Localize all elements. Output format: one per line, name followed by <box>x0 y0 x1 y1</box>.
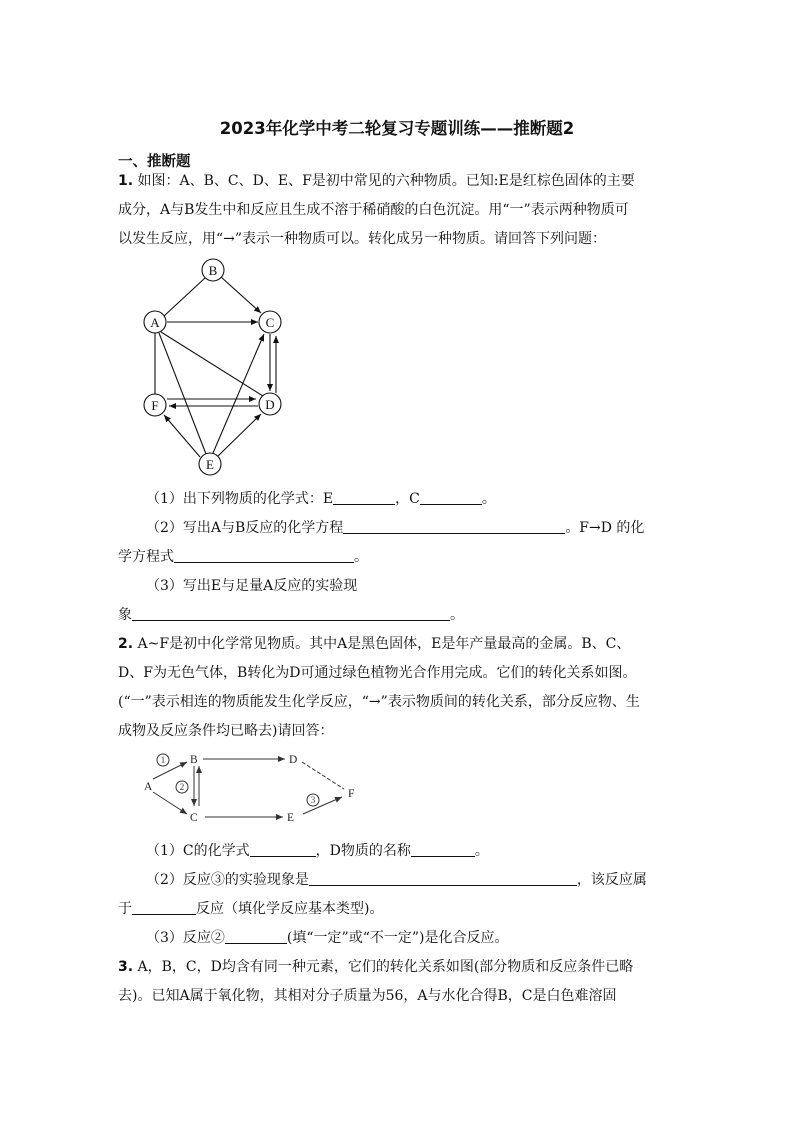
q2-sub2-text-a: （2）反应③的实验现象是 <box>146 872 309 888</box>
q2-node-b: B <box>190 754 198 766</box>
q2-diagram <box>140 748 370 830</box>
q2-sub1 <box>146 841 489 861</box>
q1-edge-a-b <box>164 278 205 316</box>
q2-blank-reaction-type[interactable] <box>132 900 196 915</box>
q1-sub2-text-a: （2）写出A与B反应的化学方程 <box>146 520 344 536</box>
q2-sub1-text-c: 。 <box>474 843 489 859</box>
q1-edge-a-d <box>161 332 263 396</box>
q1-text-2: 成分，A与B发生中和反应且生成不溶于稀硝酸的白色沉淀。用“一”表示两种物质可 <box>118 202 629 218</box>
q1-sub1-text-c: 。 <box>481 491 496 507</box>
q2-node-c: C <box>190 812 198 824</box>
document-title: 2023年化学中考二轮复习专题训练——推断题2 <box>219 119 575 138</box>
q2-arrow-e-f <box>303 797 342 814</box>
q1-node-e: E <box>206 457 214 472</box>
q2-arrow-a-c <box>153 792 187 814</box>
q1-sub1 <box>146 489 496 509</box>
q1-sub1-text-a: （1）出下列物质的化学式：E <box>146 491 334 507</box>
q2-sub2-text-d: 反应（填化学反应基本类型)。 <box>196 901 384 917</box>
q1-node-c: C <box>265 315 275 330</box>
q2-sub1-text-a: （1）C的化学式 <box>146 843 250 859</box>
q1-sub3-text-b: 象 <box>118 607 132 623</box>
q2-node-a: A <box>144 781 153 793</box>
q1-text-3: 以发生反应，用“→”表示一种物质可以。转化成另一种物质。请回答下列问题： <box>118 231 607 247</box>
q2-number: 2. <box>118 636 134 652</box>
q1-sub3-cont <box>118 605 464 625</box>
q3-text-1: A，B，C，D均含有同一种元素，它们的转化关系如图(部分物质和反应条件已略 <box>137 959 634 975</box>
q2-edge-d-f <box>302 762 344 789</box>
q2-arrow-a-b <box>153 762 187 779</box>
q1-blank-phenomenon[interactable] <box>132 606 450 621</box>
q1-sub2-text-d: 。 <box>354 549 368 565</box>
q1-blank-e[interactable] <box>333 490 395 505</box>
q2-node-d: D <box>289 754 298 766</box>
q2-blank-d-name[interactable] <box>411 842 475 857</box>
q2-sub1-text-b: ，D物质的名称 <box>315 843 411 859</box>
q1-node-f: F <box>151 398 159 413</box>
q1-node-d: D <box>265 397 275 412</box>
q2-node-e: E <box>287 812 295 824</box>
q2-blank-phenomenon[interactable] <box>309 871 577 886</box>
q1-sub2-cont <box>118 547 368 567</box>
q2-mark-1: 1 <box>160 755 166 765</box>
q2-sub3 <box>146 928 508 948</box>
q1-sub3-text-c: 。 <box>450 607 464 623</box>
q1-blank-equation[interactable] <box>343 519 565 534</box>
q2-sub2-text-c: 于 <box>118 901 132 917</box>
q2-text-3: (“一”表示相连的物质能发生化学反应，“→”表示物质间的转化关系，部分反应物、生 <box>118 694 640 710</box>
q1-text-1: 如图：A、B、C、D、E、F是初中常见的六种物质。已知:E是红棕色固体的主要 <box>137 173 635 189</box>
q2-sub2-text-b: ，该反应属 <box>576 872 647 888</box>
q2-line-1 <box>118 634 630 654</box>
q3-text-2: 去)。已知A属于氧化物，其相对分子质量为56，A与水化合得B，C是白色难溶固 <box>118 988 617 1004</box>
q3-line-1 <box>118 957 633 977</box>
q2-sub2-cont <box>118 899 383 919</box>
q1-diagram <box>130 255 300 480</box>
q1-line-1 <box>118 171 635 191</box>
q2-blank-certainty[interactable] <box>225 929 287 944</box>
q1-arrow-e-d <box>217 414 261 457</box>
section-heading: 一、推断题 <box>118 154 191 170</box>
q2-node-f: F <box>348 788 355 800</box>
q2-sub2 <box>146 870 647 890</box>
q2-text-1: A~F是初中化学常见物质。其中A是黑色固体，E是年产量最高的金属。B、C、 <box>137 636 631 652</box>
q1-arrow-b-c <box>221 277 261 313</box>
q1-arrow-e-c <box>213 334 264 453</box>
q2-sub3-text-b: (填“一定”或“不一定”)是化合反应。 <box>286 930 509 946</box>
q2-mark-3: 3 <box>310 795 316 805</box>
q2-sub3-text-a: （3）反应② <box>146 930 225 946</box>
q2-mark-2: 2 <box>179 782 185 792</box>
q1-arrow-e-f <box>164 415 200 457</box>
q1-sub1-text-b: ，C <box>395 491 420 507</box>
q1-blank-fd-equation[interactable] <box>174 548 354 563</box>
q1-sub2 <box>146 518 644 538</box>
q1-blank-c[interactable] <box>420 490 482 505</box>
q3-number: 3. <box>118 959 134 975</box>
q1-sub2-text-c: 学方程式 <box>118 549 174 565</box>
q1-node-b: B <box>208 263 218 278</box>
q1-node-a: A <box>150 315 160 330</box>
q1-number: 1. <box>118 173 134 189</box>
q1-sub2-text-b: 。F→D 的化 <box>565 520 645 536</box>
q2-blank-c-formula[interactable] <box>250 842 316 857</box>
q2-text-2: D、F为无色气体，B转化为D可通过绿色植物光合作用完成。它们的转化关系如图。 <box>118 665 637 681</box>
q1-sub3: （3）写出E与足量A反应的实验现 <box>146 578 358 594</box>
q2-text-4: 成物及反应条件均已略去)请回答： <box>118 723 334 739</box>
